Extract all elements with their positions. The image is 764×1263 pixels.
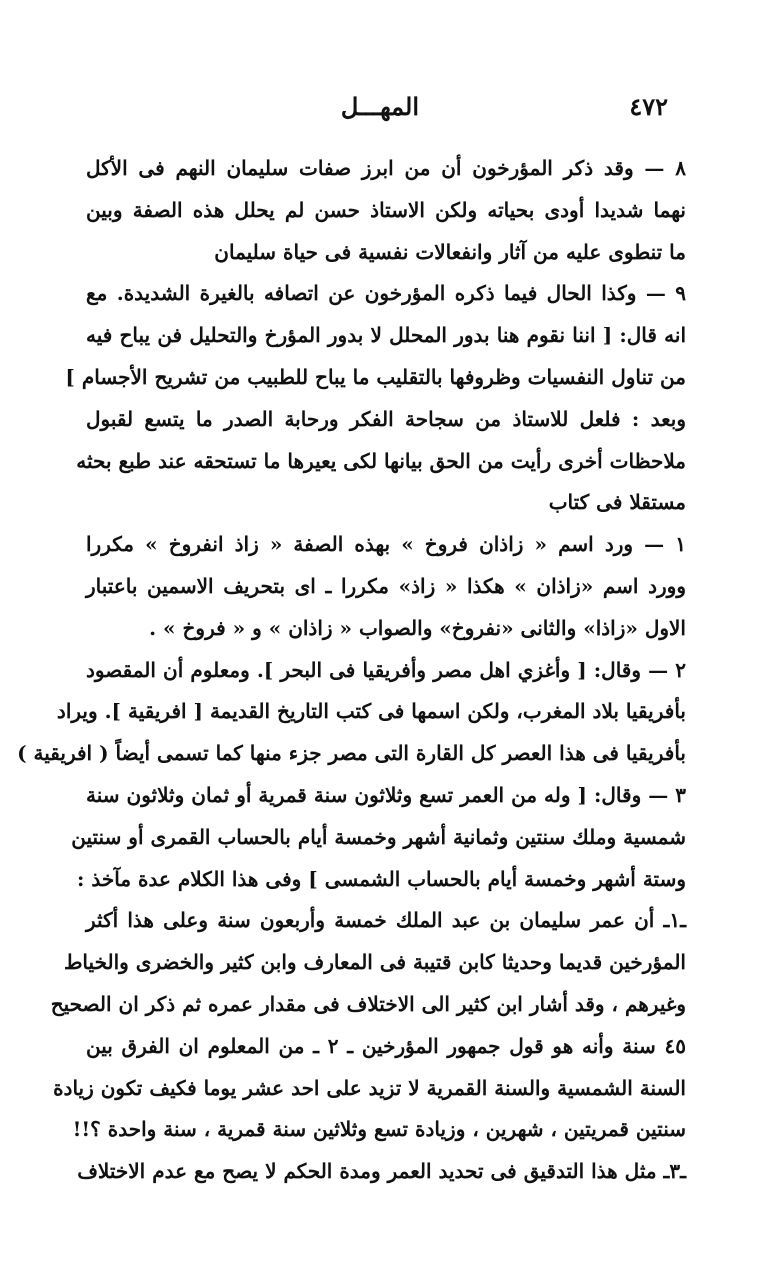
text-line: انه قال: [ اننا نقوم هنا بدور المحلل لا بدور المؤرخ والتحليل فن يباح فيه — [86, 323, 686, 348]
text-line: ٨ — وقد ذكر المؤرخون أن من ابرز صفات سليمان النهم فى الأكل — [86, 156, 686, 180]
page-number: ٤٧٢ — [629, 92, 668, 121]
text-line: نهما شديدا أودى بحياته ولكن الاستاذ حسن لم يحلل هذه الصفة وبين — [86, 197, 686, 222]
text-line: ـ١ـ أن عمر سليمان بن عبد الملك خمسة وأربعون سنة وعلى هذا أكثر — [86, 908, 686, 933]
text-line: ـ٣ـ مثل هذا التدقيق فى تحديد العمر ومدة الحكم لا يصح مع عدم الاختلاف — [77, 1159, 686, 1184]
body-text — [17, 148, 686, 1193]
text-line: وبعد : فلعل للاستاذ من سجاحة الفكر ورحابة الصدر ما يتسع لقبول — [86, 406, 686, 431]
text-line: الاول «زاذا» والثانى «نفروخ» والصواب « زاذان » و « فروخ » . — [149, 615, 686, 640]
text-line: وورد اسم «زاذان » هكذا « زاذ» مكررا ـ اى بتحريف الاسمين باعتبار — [86, 573, 686, 598]
text-line: وغيرهم ، وقد أشار ابن كثير الى الاختلاف فى مقدار عمره ثم ذكر ان الصحيح — [50, 991, 686, 1016]
text-line: ٢ — وقال: [ وأغزي اهل مصر وأفريقيا فى البحر ]. ومعلوم أن المقصود — [86, 657, 686, 682]
text-line: ٣ — وقال: [ وله من العمر تسع وثلاثون سنة قمرية أو ثمان وثلاثون سنة — [86, 782, 686, 807]
text-line: مستقلا فى كتاب — [548, 490, 686, 515]
page-header — [0, 88, 764, 128]
text-line: من تناول النفسيات وظروفها بالتقليب ما يباح للطبيب من تشريح الأجسام ] — [65, 364, 686, 389]
text-line: بأفريقيا فى هذا العصر كل القارة التى مصر جزء منها كما تسمى أيضاً ( افريقية ) — [17, 741, 686, 766]
text-line: شمسية وملك سنتين وثمانية أشهر وخمسة أيام بالحساب القمرى أو سنتين — [71, 824, 686, 849]
text-line: المؤرخين قديما وحديثا كابن قتيبة فى المعارف وابن كثير والخضرى والخياط — [63, 950, 686, 975]
text-line: ما تنطوى عليه من آثار وانفعالات نفسية فى حياة سليمان — [214, 239, 686, 264]
text-line: ملاحظات أخرى رأيت من الحق بيانها لكى يعيرها ما تستحقه عند طبع بحثه — [76, 448, 686, 473]
text-line: سنتين قمريتين ، شهرين ، وزيادة تسع وثلاثين سنة قمرية ، سنة واحدة ؟!! — [72, 1117, 686, 1142]
running-title: المهـــل — [340, 92, 419, 121]
text-line: السنة الشمسية والسنة القمرية لا تزيد على احد عشر يوما فكيف تكون زيادة — [53, 1075, 686, 1100]
text-line: ٩ — وكذا الحال فيما ذكره المؤرخون عن اتصافه بالغيرة الشديدة. مع — [86, 281, 686, 306]
text-line: بأفريقيا بلاد المغرب، ولكن اسمها فى كتب التاريخ القديمة [ افريقية ]. ويراد — [56, 699, 686, 724]
text-line: ١ — ورد اسم « زاذان فروخ » بهذه الصفة « زاذ انفروخ » مكررا — [86, 532, 686, 557]
text-line: وستة أشهر وخمسة أيام بالحساب الشمسى ] وفى هذا الكلام عدة مآخذ : — [77, 866, 686, 891]
text-line: ٤٥ سنة وأنه هو قول جمهور المؤرخين ـ ٢ ـ من المعلوم ان الفرق بين — [86, 1033, 686, 1058]
